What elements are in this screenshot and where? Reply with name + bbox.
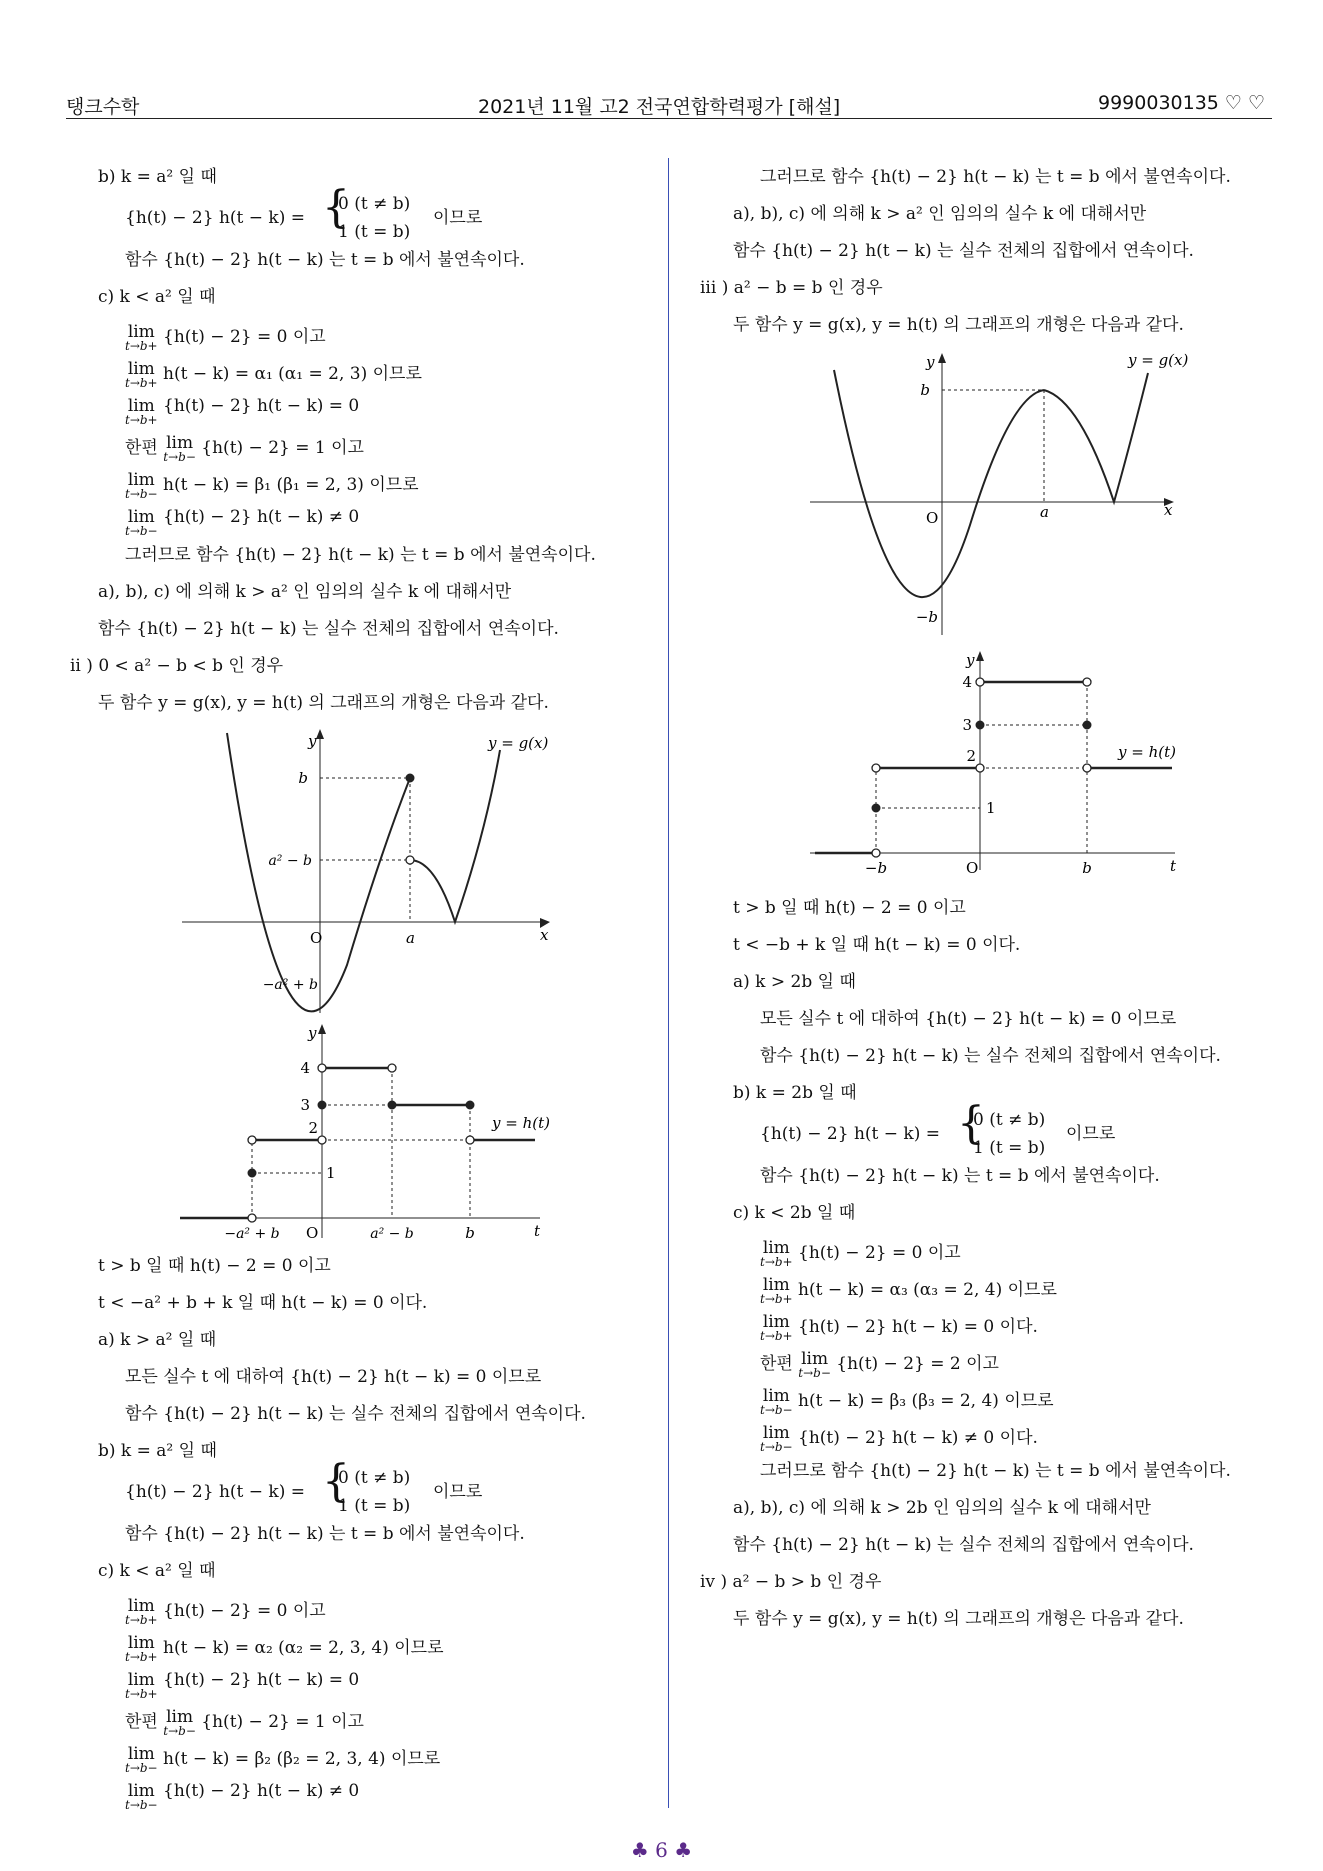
header-left: 탱크수학 — [66, 96, 140, 118]
text-line: 모든 실수 t 에 대하여 {h(t) − 2} h(t − k) = 0 이므로 — [760, 1009, 1177, 1029]
text-line: 그러므로 함수 {h(t) − 2} h(t − k) 는 t = b 에서 불연속이다. — [760, 167, 1231, 187]
text-line: a) k > 2b 일 때 — [733, 972, 856, 992]
tick-label: 2 — [966, 747, 976, 765]
text-line: 두 함수 y = g(x), y = h(t) 의 그래프의 개형은 다음과 같다. — [733, 315, 1184, 335]
text-line: c) k < a² 일 때 — [98, 1561, 216, 1581]
text-line: t < −a² + b + k 일 때 h(t − k) = 0 이다. — [98, 1293, 428, 1313]
origin-label: O — [306, 1224, 319, 1242]
column-divider — [668, 158, 669, 1808]
expression-lhs: {h(t) − 2} h(t − k) = — [760, 1124, 940, 1144]
text-line: 모든 실수 t 에 대하여 {h(t) − 2} h(t − k) = 0 이므로 — [125, 1367, 542, 1387]
axis-label-t: t — [534, 1222, 541, 1240]
text-line: 두 함수 y = g(x), y = h(t) 의 그래프의 개형은 다음과 같다. — [98, 693, 549, 713]
limit-line: lim t→b− h(t − k) = β₂ (β₂ = 2, 3, 4) 이므로 — [125, 1744, 441, 1775]
limit-line: lim t→b− {h(t) − 2} h(t − k) ≠ 0 이다. — [760, 1423, 1038, 1454]
case-line: 0 (t ≠ b) — [338, 194, 411, 214]
filled-point — [872, 804, 880, 812]
filled-point — [406, 774, 414, 782]
limit-line: lim t→b+ h(t − k) = α₃ (α₃ = 2, 4) 이므로 — [760, 1275, 1057, 1306]
curve-label: y = g(x) — [1128, 351, 1189, 369]
text-line: a) k > a² 일 때 — [98, 1330, 217, 1350]
tick-label: a² − b — [268, 853, 312, 869]
limit-line: lim t→b+ h(t − k) = α₁ (α₁ = 2, 3) 이므로 — [125, 359, 422, 390]
limit-line: lim t→b− h(t − k) = β₃ (β₃ = 2, 4) 이므로 — [760, 1386, 1054, 1417]
header-rule — [66, 118, 1272, 119]
text-line: b) k = a² 일 때 — [98, 1441, 217, 1461]
open-point — [388, 1064, 396, 1072]
tick-label: −b — [915, 608, 938, 626]
graph-h-case3 — [800, 645, 1190, 875]
tick-label: −a² + b — [262, 977, 318, 993]
case-line: 1 (t = b) — [338, 222, 411, 242]
axis-label-y: y — [926, 353, 935, 371]
header-right: 9990030135 ♡ ♡ — [1098, 92, 1266, 114]
open-point — [248, 1136, 256, 1144]
open-point — [466, 1136, 474, 1144]
limit-line: lim t→b+ {h(t) − 2} = 0 이고 — [760, 1238, 961, 1269]
axis-label-y: y — [308, 1024, 317, 1042]
limit-line: lim t→b+ h(t − k) = α₂ (α₂ = 2, 3, 4) 이므로 — [125, 1633, 444, 1664]
tick-label: −a² + b — [224, 1226, 280, 1242]
open-point — [318, 1136, 326, 1144]
g-curve-right — [410, 750, 500, 922]
curve-label: y = h(t) — [492, 1114, 550, 1132]
expression-tail: 이므로 — [1066, 1124, 1116, 1144]
text-line: t < −b + k 일 때 h(t − k) = 0 이다. — [733, 935, 1021, 955]
text-line: 그러므로 함수 {h(t) − 2} h(t − k) 는 t = b 에서 불연속이다. — [760, 1461, 1231, 1481]
tick-label: 4 — [300, 1059, 310, 1077]
case-line: 1 (t = b) — [973, 1138, 1046, 1158]
tick-label: 3 — [962, 716, 972, 734]
tick-label: 1 — [986, 799, 996, 817]
filled-point — [248, 1169, 256, 1177]
text-line: 함수 {h(t) − 2} h(t − k) 는 실수 전체의 집합에서 연속이다. — [98, 619, 559, 639]
case-heading: ii ) 0 < a² − b < b 인 경우 — [70, 656, 284, 676]
tick-label: 3 — [300, 1096, 310, 1114]
open-point — [318, 1064, 326, 1072]
text-line: 그러므로 함수 {h(t) − 2} h(t − k) 는 t = b 에서 불연속이다. — [125, 545, 596, 565]
axis-label-x: x — [1164, 501, 1173, 519]
case-line: 0 (t ≠ b) — [973, 1110, 1046, 1130]
g-curve-right — [1044, 373, 1148, 502]
open-point — [872, 764, 880, 772]
origin-label: O — [926, 509, 939, 527]
limit-line: lim t→b− h(t − k) = β₁ (β₁ = 2, 3) 이므로 — [125, 470, 419, 501]
text-line: 함수 {h(t) − 2} h(t − k) 는 t = b 에서 불연속이다. — [760, 1166, 1160, 1186]
curve-label: y = h(t) — [1118, 743, 1176, 761]
limit-line: lim t→b+ {h(t) − 2} h(t − k) = 0 — [125, 1670, 360, 1701]
case-heading: iv ) a² − b > b 인 경우 — [700, 1572, 882, 1592]
curve-label: y = g(x) — [488, 734, 549, 752]
open-point — [1083, 764, 1091, 772]
graph-g-case3 — [800, 345, 1190, 640]
limit-line: lim t→b+ {h(t) − 2} h(t − k) = 0 이다. — [760, 1312, 1038, 1343]
tick-label: −b — [864, 859, 888, 875]
text-line: t > b 일 때 h(t) − 2 = 0 이고 — [733, 898, 966, 918]
brace: { — [957, 1098, 985, 1149]
y-arrow — [938, 353, 946, 363]
open-point — [976, 678, 984, 686]
case-line: 0 (t ≠ b) — [338, 1468, 411, 1488]
brace: { — [322, 1456, 350, 1507]
text-line: a), b), c) 에 의해 k > a² 인 임의의 실수 k 에 대해서만 — [733, 204, 1147, 224]
tick-label: b — [298, 769, 308, 787]
origin-label: O — [310, 929, 323, 947]
tick-label: b — [465, 1224, 475, 1242]
y-arrow — [976, 651, 984, 661]
text-line: 두 함수 y = g(x), y = h(t) 의 그래프의 개형은 다음과 같다. — [733, 1609, 1184, 1629]
text-line: 함수 {h(t) − 2} h(t − k) 는 실수 전체의 집합에서 연속이다. — [733, 241, 1194, 261]
tick-label: 1 — [326, 1164, 336, 1182]
axis-label-y: y — [966, 651, 975, 669]
y-arrow — [318, 1024, 326, 1034]
open-point — [1083, 678, 1091, 686]
filled-point — [976, 721, 984, 729]
limit-line: lim t→b+ {h(t) − 2} h(t − k) = 0 — [125, 396, 360, 427]
text-line: 함수 {h(t) − 2} h(t − k) 는 실수 전체의 집합에서 연속이다. — [733, 1535, 1194, 1555]
limit-line: 한편 lim t→b− {h(t) − 2} = 1 이고 — [125, 433, 364, 464]
text-line: b) k = 2b 일 때 — [733, 1083, 857, 1103]
open-point — [872, 849, 880, 857]
tick-label: b — [920, 381, 930, 399]
graph-g-case2 — [170, 725, 560, 1015]
limit-line: lim t→b− {h(t) − 2} h(t − k) ≠ 0 — [125, 1781, 360, 1812]
g-curve-left — [227, 733, 410, 1011]
tick-label: 2 — [308, 1119, 318, 1137]
page-number: ♣ 6 ♣ — [630, 1838, 693, 1862]
axis-label-x: x — [540, 926, 549, 944]
limit-line: 한편 lim t→b− {h(t) − 2} = 2 이고 — [760, 1349, 999, 1380]
text-line: 함수 {h(t) − 2} h(t − k) 는 t = b 에서 불연속이다. — [125, 1524, 525, 1544]
filled-point — [1083, 721, 1091, 729]
origin-label: O — [966, 859, 979, 875]
text-line: b) k = a² 일 때 — [98, 167, 217, 187]
g-curve-left — [834, 370, 1044, 597]
expression-lhs: {h(t) − 2} h(t − k) = — [125, 1482, 305, 1502]
expression-lhs: {h(t) − 2} h(t − k) = — [125, 208, 305, 228]
expression-tail: 이므로 — [433, 208, 483, 228]
tick-label: a — [406, 929, 415, 947]
open-point — [976, 764, 984, 772]
text-line: c) k < 2b 일 때 — [733, 1203, 856, 1223]
axis-label-y: y — [308, 732, 317, 750]
tick-label: b — [1082, 859, 1092, 875]
tick-label: a² − b — [370, 1226, 414, 1242]
limit-line: lim t→b+ {h(t) − 2} = 0 이고 — [125, 322, 326, 353]
limit-line: lim t→b+ {h(t) − 2} = 0 이고 — [125, 1596, 326, 1627]
case-heading: iii ) a² − b = b 인 경우 — [700, 278, 883, 298]
header-title: 2021년 11월 고2 전국연합학력평가 [해설] — [478, 96, 841, 118]
tick-label: 4 — [962, 673, 972, 691]
graph-h-case2 — [170, 1018, 560, 1243]
text-line: a), b), c) 에 의해 k > a² 인 임의의 실수 k 에 대해서만 — [98, 582, 512, 602]
tick-label: a — [1040, 503, 1049, 521]
limit-line: lim t→b− {h(t) − 2} h(t − k) ≠ 0 — [125, 507, 360, 538]
text-line: 함수 {h(t) − 2} h(t − k) 는 실수 전체의 집합에서 연속이다. — [760, 1046, 1221, 1066]
expression-tail: 이므로 — [433, 1482, 483, 1502]
filled-point — [318, 1101, 326, 1109]
filled-point — [388, 1101, 396, 1109]
filled-point — [466, 1101, 474, 1109]
open-point — [406, 856, 414, 864]
open-point — [248, 1214, 256, 1222]
axis-label-t: t — [1170, 857, 1177, 875]
text-line: c) k < a² 일 때 — [98, 287, 216, 307]
text-line: a), b), c) 에 의해 k > 2b 인 임의의 실수 k 에 대해서만 — [733, 1498, 1151, 1518]
limit-line: 한편 lim t→b− {h(t) − 2} = 1 이고 — [125, 1707, 364, 1738]
brace: { — [322, 182, 350, 233]
text-line: 함수 {h(t) − 2} h(t − k) 는 실수 전체의 집합에서 연속이다. — [125, 1404, 586, 1424]
text-line: 함수 {h(t) − 2} h(t − k) 는 t = b 에서 불연속이다. — [125, 250, 525, 270]
case-line: 1 (t = b) — [338, 1496, 411, 1516]
y-arrow — [316, 729, 324, 739]
text-line: t > b 일 때 h(t) − 2 = 0 이고 — [98, 1256, 331, 1276]
